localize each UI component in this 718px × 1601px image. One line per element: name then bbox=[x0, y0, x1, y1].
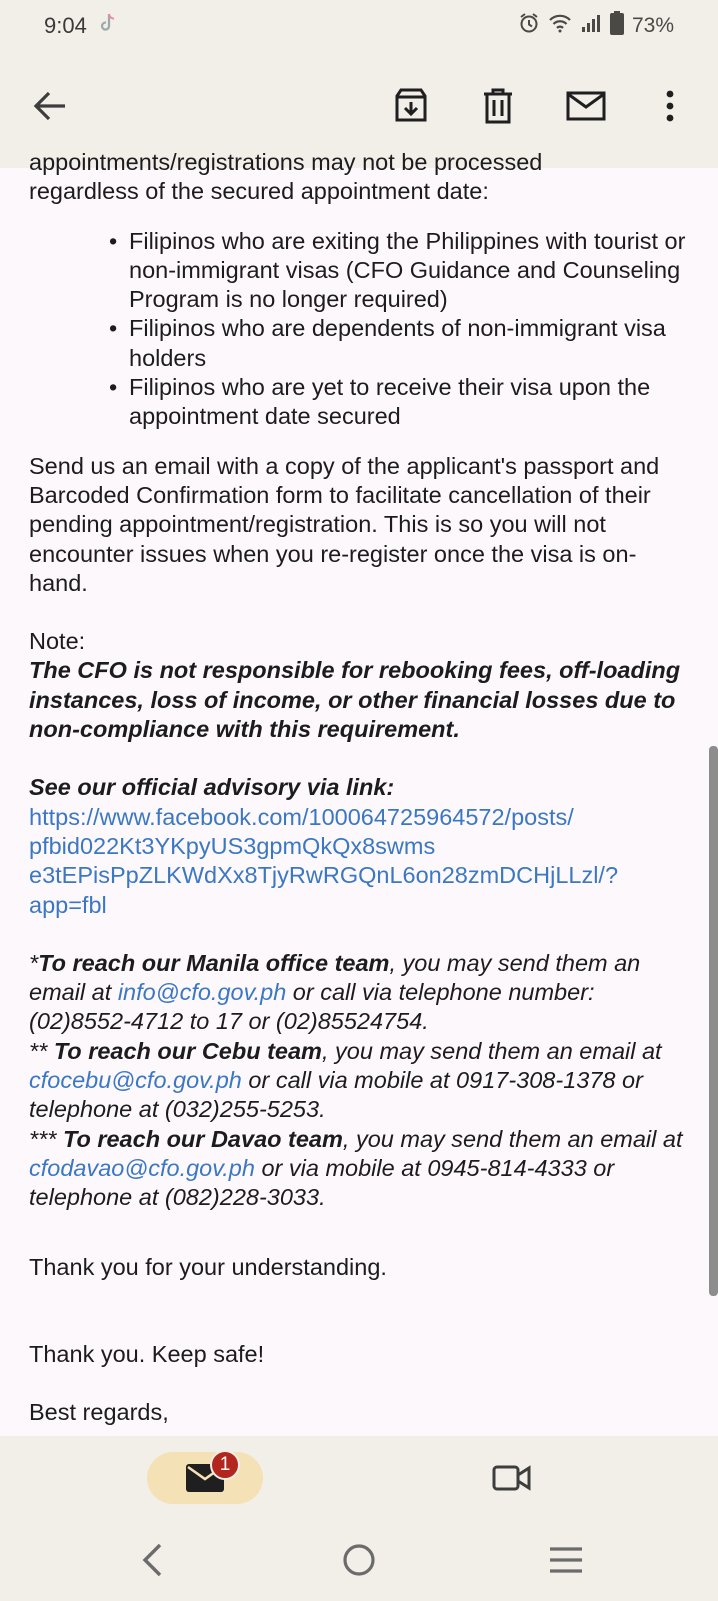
advisory-link-line: pfbid022Kt3YKpyUS3gpmQkQx8swms bbox=[29, 832, 436, 859]
delete-icon bbox=[482, 88, 514, 124]
nav-recents-icon bbox=[548, 1546, 584, 1574]
list-item: • Filipinos who are dependents of non-immigrant visa holders bbox=[109, 314, 694, 373]
archive-button[interactable] bbox=[387, 82, 435, 130]
meet-tab[interactable] bbox=[488, 1452, 536, 1504]
davao-email-link[interactable]: cfodavao@cfo.gov.ph bbox=[29, 1154, 255, 1181]
signal-icon bbox=[580, 13, 602, 39]
alarm-icon bbox=[518, 12, 540, 40]
manila-heading: To reach our Manila office team bbox=[38, 949, 390, 976]
thanks-understanding: Thank you for your understanding. bbox=[29, 1253, 387, 1280]
status-bar bbox=[0, 0, 718, 52]
davao-pre-email: , you may send them an email at bbox=[342, 1125, 683, 1152]
nav-back-icon bbox=[140, 1543, 164, 1577]
system-home-button[interactable] bbox=[331, 1536, 387, 1584]
davao-post-email: or via mobile at 0945-814-4333 or telephone at (082)228-3033. bbox=[29, 1154, 615, 1211]
advisory-label: See our official advisory via link: bbox=[29, 774, 395, 801]
list-item: • Filipinos who are exiting the Philippines with tourist or non-immigrant visas (CFO Guidance and Counseling Program is no longer required) bbox=[109, 227, 694, 315]
manila-post-email: or call via telephone number: (02)8552-4712 to 17 or (02)85524754. bbox=[29, 979, 595, 1035]
cebu-contact bbox=[29, 1037, 694, 1125]
unread-badge: 1 bbox=[210, 1450, 240, 1480]
davao-contact bbox=[29, 1125, 694, 1213]
archive-icon bbox=[393, 88, 429, 124]
advisory-link-line: https://www.facebook.com/100064725964572/posts/ bbox=[29, 803, 574, 830]
videocam-icon bbox=[492, 1463, 532, 1493]
requirement-list bbox=[109, 227, 694, 432]
intro-line-2: regardless of the secured appointment date: bbox=[29, 178, 489, 205]
cebu-heading: To reach our Cebu team bbox=[53, 1037, 322, 1064]
bottom-nav bbox=[0, 1436, 718, 1520]
cebu-pre-email: , you may send them an email at bbox=[321, 1037, 662, 1064]
cebu-post-email: or call via mobile at 0917-308-1378 or telephone at (032)255-5253. bbox=[29, 1067, 643, 1123]
davao-prefix: *** bbox=[29, 1125, 63, 1152]
system-back-button[interactable] bbox=[124, 1536, 180, 1584]
cebu-prefix: ** bbox=[29, 1037, 54, 1064]
manila-contact bbox=[29, 949, 694, 1037]
list-item: • Filipinos who are yet to receive their visa upon the appointment date secured bbox=[109, 373, 694, 432]
sign-off: Best regards, bbox=[29, 1399, 169, 1426]
system-nav-bar bbox=[0, 1520, 718, 1601]
mail-tab[interactable] bbox=[147, 1452, 263, 1504]
mail-icon bbox=[566, 91, 606, 121]
mark-unread-button[interactable] bbox=[562, 82, 610, 130]
manila-email-link[interactable]: info@cfo.gov.ph bbox=[117, 979, 287, 1006]
advisory-link-line: app=fbl bbox=[29, 891, 107, 918]
davao-heading: To reach our Davao team bbox=[62, 1125, 343, 1152]
status-time: 9:04 bbox=[44, 13, 87, 38]
manila-pre-email: , you may send them an email at bbox=[29, 949, 641, 1006]
battery-icon bbox=[610, 11, 624, 41]
advisory-link-line: e3tEPisPpZLKWdXx8TjyRwRGQnL6on28zmDCHjLLzl/? bbox=[29, 862, 619, 889]
more-vert-icon bbox=[665, 90, 675, 122]
system-recents-button[interactable] bbox=[538, 1536, 594, 1584]
email-body[interactable] bbox=[0, 149, 718, 1436]
manila-prefix: * bbox=[29, 949, 39, 976]
note-label: Note: bbox=[29, 628, 86, 655]
more-options-button[interactable] bbox=[646, 82, 694, 130]
cebu-email-link[interactable]: cfocebu@cfo.gov.ph bbox=[29, 1067, 242, 1094]
battery-percent: 73% bbox=[631, 14, 674, 37]
intro-line-1: appointments/registrations may not be processed bbox=[29, 149, 543, 175]
thanks-keep-safe: Thank you. Keep safe! bbox=[29, 1340, 265, 1367]
tiktok-icon bbox=[99, 13, 117, 39]
scrollbar[interactable] bbox=[709, 746, 718, 1296]
arrow-back-icon bbox=[33, 91, 67, 121]
advisory-link[interactable] bbox=[29, 803, 694, 920]
delete-button[interactable] bbox=[474, 82, 522, 130]
note-text: The CFO is not responsible for rebooking fees, off-loading instances, loss of income, or other financial losses due to non-compliance with this requirement. bbox=[29, 657, 681, 743]
wifi-icon bbox=[548, 13, 572, 39]
nav-home-icon bbox=[342, 1543, 376, 1577]
back-button[interactable] bbox=[26, 82, 74, 130]
send-email-paragraph: Send us an email with a copy of the applicant's passport and Barcoded Confirmation form to facilitate cancellation of their pending appointment/registration. This is so you will not encounter issues when you re-register once the visa is on-hand. bbox=[29, 452, 660, 596]
email-body-text bbox=[29, 148, 694, 1427]
